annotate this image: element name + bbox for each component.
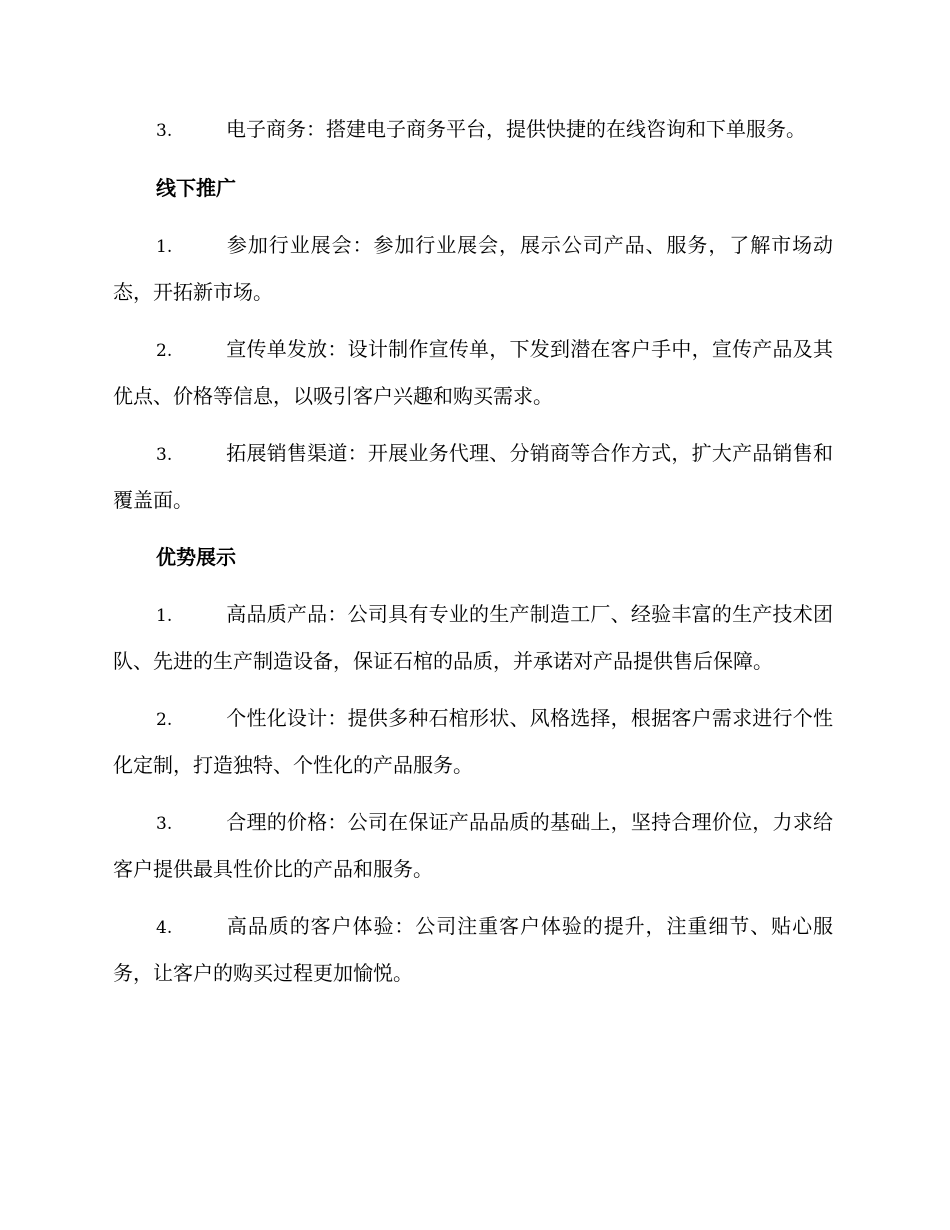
list-item-text: 拓展销售渠道：开展业务代理、分销商等合作方式，扩大产品销售和覆盖面。: [113, 441, 833, 512]
list-item: [113, 592, 833, 684]
list-item: [113, 800, 833, 892]
list-item: [113, 696, 833, 788]
list-item: [113, 431, 833, 523]
list-item-text: 高品质的客户体验：公司注重客户体验的提升，注重细节、贴心服务，让客户的购买过程更加愉悦。: [113, 914, 833, 985]
list-item-number: 1.: [156, 237, 173, 257]
list-item-text: 高品质产品：公司具有专业的生产制造工厂、经验丰富的生产技术团队、先进的生产制造设备，保证石棺的品质，并承诺对产品提供售后保障。: [113, 602, 833, 673]
section-heading-offline-promotion: 线下推广: [156, 176, 236, 200]
list-item-number: 3.: [156, 445, 173, 465]
list-item-text: 合理的价格：公司在保证产品品质的基础上，坚持合理价位，力求给客户提供最具性价比的产品和服务。: [113, 810, 833, 881]
section-heading-advantages: 优势展示: [156, 545, 236, 569]
list-item-text: 个性化设计：提供多种石棺形状、风格选择，根据客户需求进行个性化定制，打造独特、个性化的产品服务。: [113, 706, 833, 777]
list-item-number: 3.: [156, 814, 173, 834]
list-item-number: 4.: [156, 918, 173, 938]
list-item: [113, 223, 833, 315]
document-body: [113, 107, 833, 1008]
list-item-number: 2.: [156, 341, 173, 361]
list-item: [113, 327, 833, 419]
list-item-number: 2.: [156, 710, 173, 730]
list-item-text: 宣传单发放：设计制作宣传单，下发到潜在客户手中，宣传产品及其优点、价格等信息，以吸引客户兴趣和购买需求。: [113, 337, 833, 408]
list-item-text: 电子商务：搭建电子商务平台，提供快捷的在线咨询和下单服务。: [226, 117, 806, 141]
list-item-number: 1.: [156, 606, 173, 626]
list-item: [113, 904, 833, 996]
list-item-text: 参加行业展会：参加行业展会，展示公司产品、服务，了解市场动态，开拓新市场。: [113, 233, 833, 304]
list-item: [113, 107, 833, 154]
list-item-number: 3.: [156, 121, 173, 141]
